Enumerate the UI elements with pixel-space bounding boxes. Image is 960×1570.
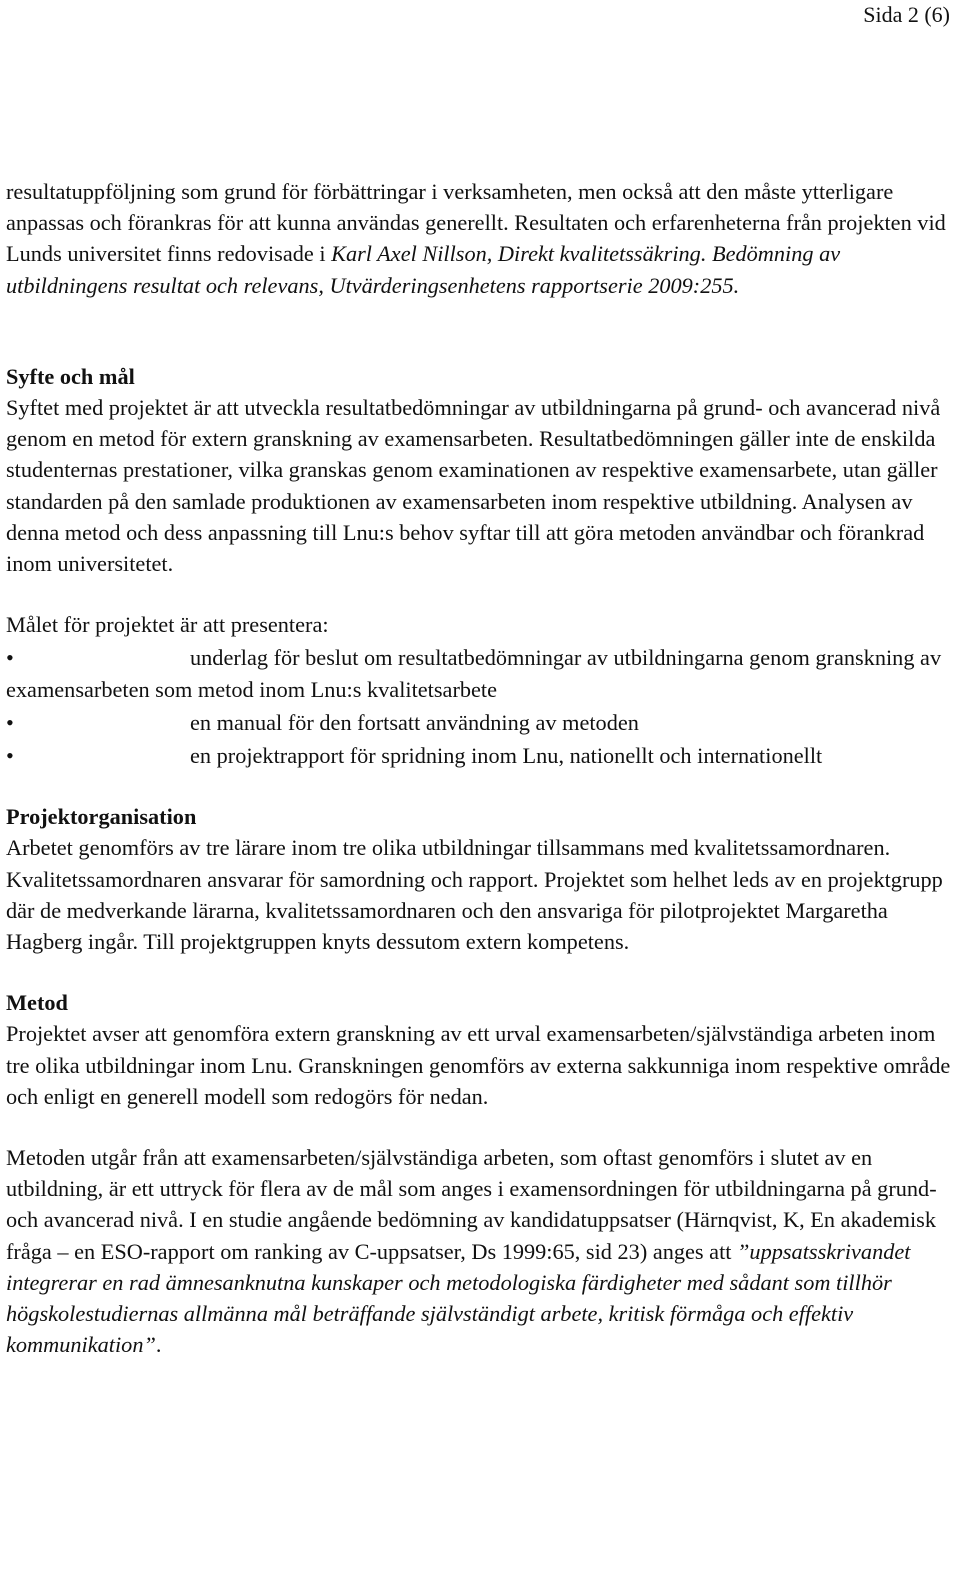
goal-item-text: underlag för beslut om resultatbedömningar av utbildningarna genom granskning av examensarbeten som metod inom Lnu:s kvalitetsarbete	[6, 645, 942, 702]
syfte-paragraph: Syftet med projektet är att utveckla resultatbedömningar av utbildningarna på grund- och avancerad nivå genom en metod för extern granskning av examensarbeten. Resultatbedömningen gäller inte de enskilda studenternas prestationer, vilka granskas genom examinationen av respektive examensarbete, utan gäller standarden på den samlade produktionen av examensarbeten inom respektive utbildning. Analysen av denna metod och dess anpassning till Lnu:s behov syftar till att göra metoden användbar och förankrad inom universitetet.	[6, 395, 941, 577]
heading-projektorganisation: Projektorganisation	[6, 804, 197, 830]
goal-item	[6, 707, 956, 738]
intro-paragraph	[6, 176, 956, 301]
heading-metod: Metod	[6, 990, 68, 1016]
heading-syfte: Syfte och mål	[6, 363, 135, 389]
goal-intro: Målet för projektet är att presentera:	[6, 612, 329, 638]
bullet-icon: •	[6, 709, 14, 735]
goal-item-text: en manual för den fortsatt användning av metoden	[190, 709, 639, 735]
intro-tail: .	[733, 272, 740, 298]
section-metod	[6, 987, 956, 1360]
metod-paragraph-2-text: Metoden utgår från att examensarbeten/självständiga arbeten, som oftast genomförs i slutet av en utbildning, är ett uttryck för flera av de mål som anges i examensordningen för utbildningarna på grund- och avancerad nivå. I en studie angående bedömning av kandidatuppsatser (Härnqvist, K, En akademisk fråga – en ESO-rapport om ranking av C-uppsatser, Ds 1999:65, sid 23) anges att	[6, 1145, 937, 1264]
document-body	[6, 176, 956, 1361]
metod-paragraph-2	[6, 1142, 956, 1360]
metod-paragraph-1: Projektet avser att genomföra extern granskning av ett urval examensarbeten/självständiga arbeten inom tre olika utbildningar inom Lnu. Granskningen genomförs av externa sakkunniga inom respektive område och enligt en generell modell som redogörs för nedan.	[6, 1021, 951, 1109]
metod-quote: ”uppsatsskrivandet integrerar en rad ämnesanknutna kunskaper och metodologiska färdigheter med sådant som tillhör högskolestudiernas allmänna mål beträffande självständigt arbete, kritisk förmåga och effektiv kommunikation”	[6, 1238, 911, 1358]
section-syfte	[6, 361, 956, 771]
page-number: Sida 2 (6)	[863, 2, 950, 27]
goal-list	[6, 642, 956, 771]
projektorganisation-paragraph: Arbetet genomförs av tre lärare inom tre olika utbildningar tillsammans med kvalitetssamordnaren. Kvalitetssamordnaren ansvarar för samordning och rapport. Projektet som helhet leds av en projektgrupp där de medverkande lärarna, kvalitetssamordnaren och den ansvariga för pilotprojektet Margaretha Hagberg ingår. Till projektgruppen knyts dessutom extern kompetens.	[6, 835, 943, 955]
goal-item	[6, 740, 956, 771]
bullet-icon: •	[6, 645, 14, 671]
intro-citation: Karl Axel Nillson, Direkt kvalitetssäkring. Bedömning av utbildningens resultat och relevans, Utvärderingsenhetens rapportserie 2009:255	[6, 241, 841, 298]
section-projektorganisation	[6, 801, 956, 957]
intro-text: resultatuppföljning som grund för förbättringar i verksamheten, men också att den måste ytterligare anpassas och förankras för att kunna användas generellt. Resultaten och erfarenheterna från projekten vid Lunds universitet finns redovisade i	[6, 179, 946, 267]
goal-item	[6, 642, 956, 704]
goal-item-text: en projektrapport för spridning inom Lnu, nationellt och internationellt	[190, 743, 823, 769]
metod-paragraph-2-tail: .	[155, 1332, 162, 1358]
bullet-icon: •	[6, 743, 14, 769]
